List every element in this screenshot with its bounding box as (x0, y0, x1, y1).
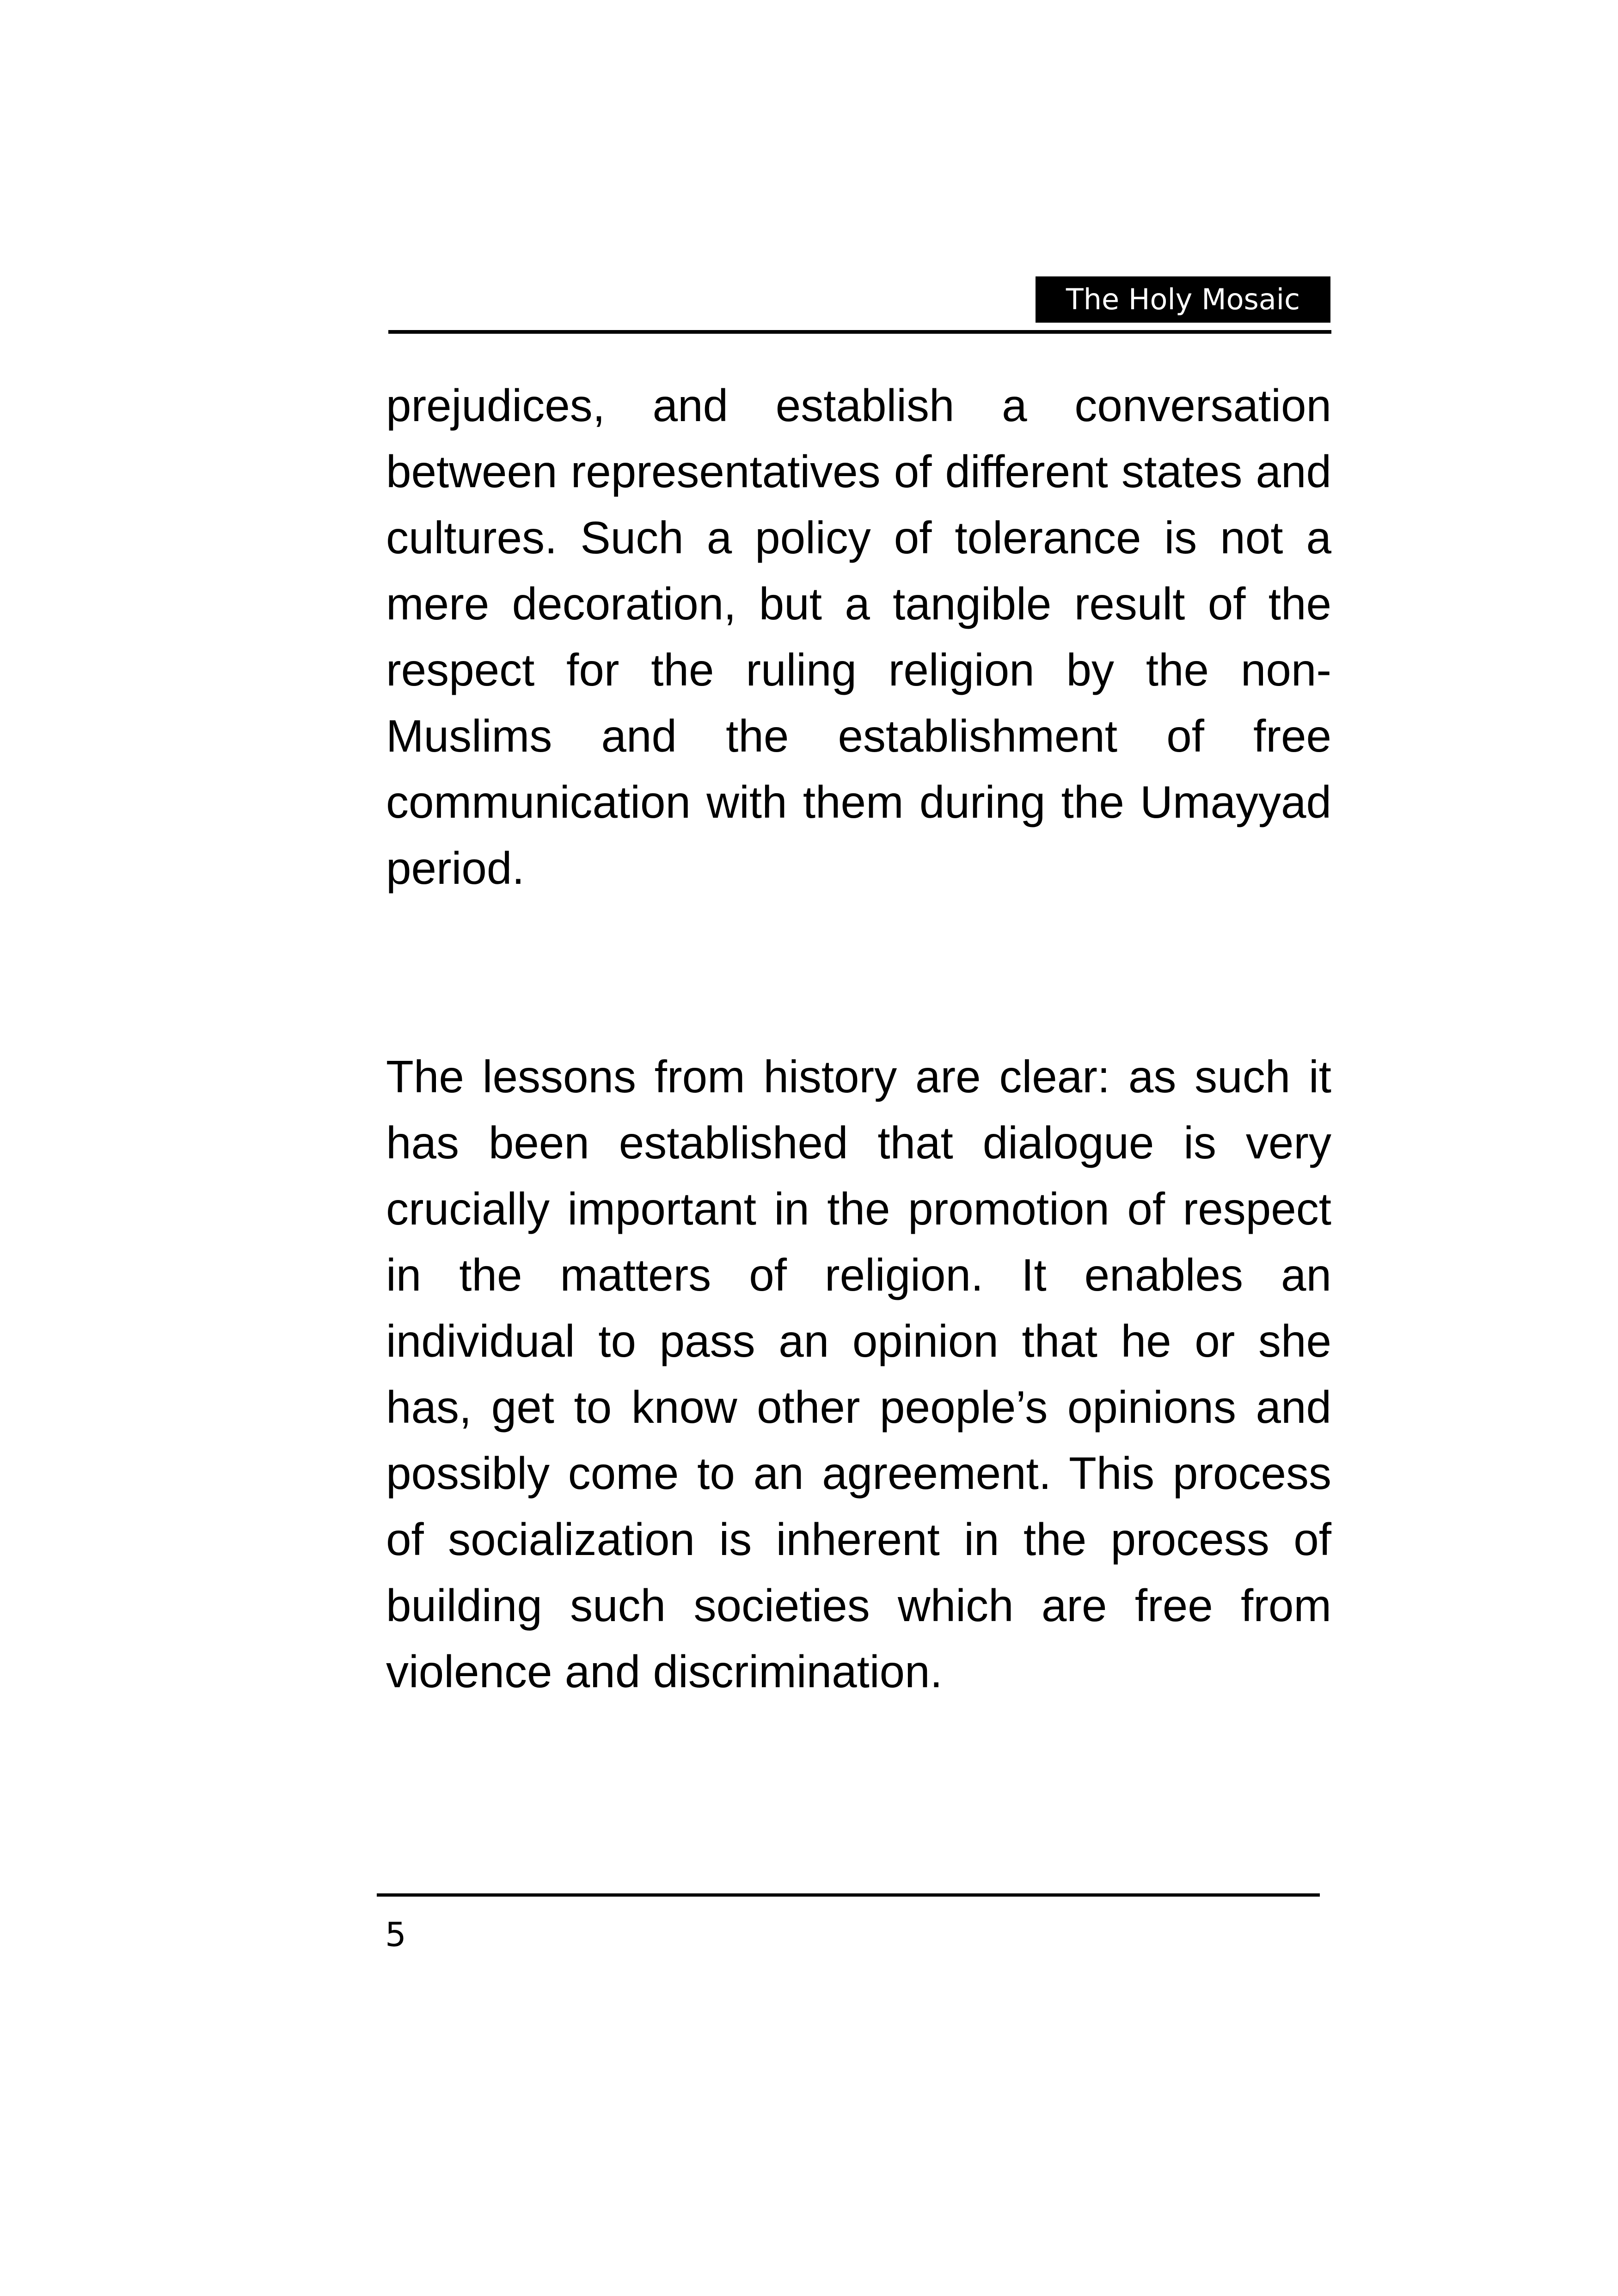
body-paragraph-1: prejudices, and establish a conversation between representatives of different states and cultures. Such a policy of tolerance is not a mere decoration, but a tangible result of the respect for the ruling religion by the non-Muslims and the establishment of free communication with them during the Umayyad period. (386, 380, 1331, 894)
body-paragraph-2: The lessons from history are clear: as such it has been established that dialogue is very crucially important in the promotion of respect in the matters of religion. It enables an individual to pass an opinion that he or she has, get to know other people’s opinions and possibly come to an agreement. This process of socialization is inherent in the process of building such societies which are free from violence and discrimination. (386, 1051, 1331, 1697)
footer-rule (377, 1893, 1320, 1897)
running-header-title: The Holy Mosaic (1036, 276, 1330, 323)
page-number: 5 (385, 1915, 406, 1954)
header-rule (388, 330, 1331, 334)
